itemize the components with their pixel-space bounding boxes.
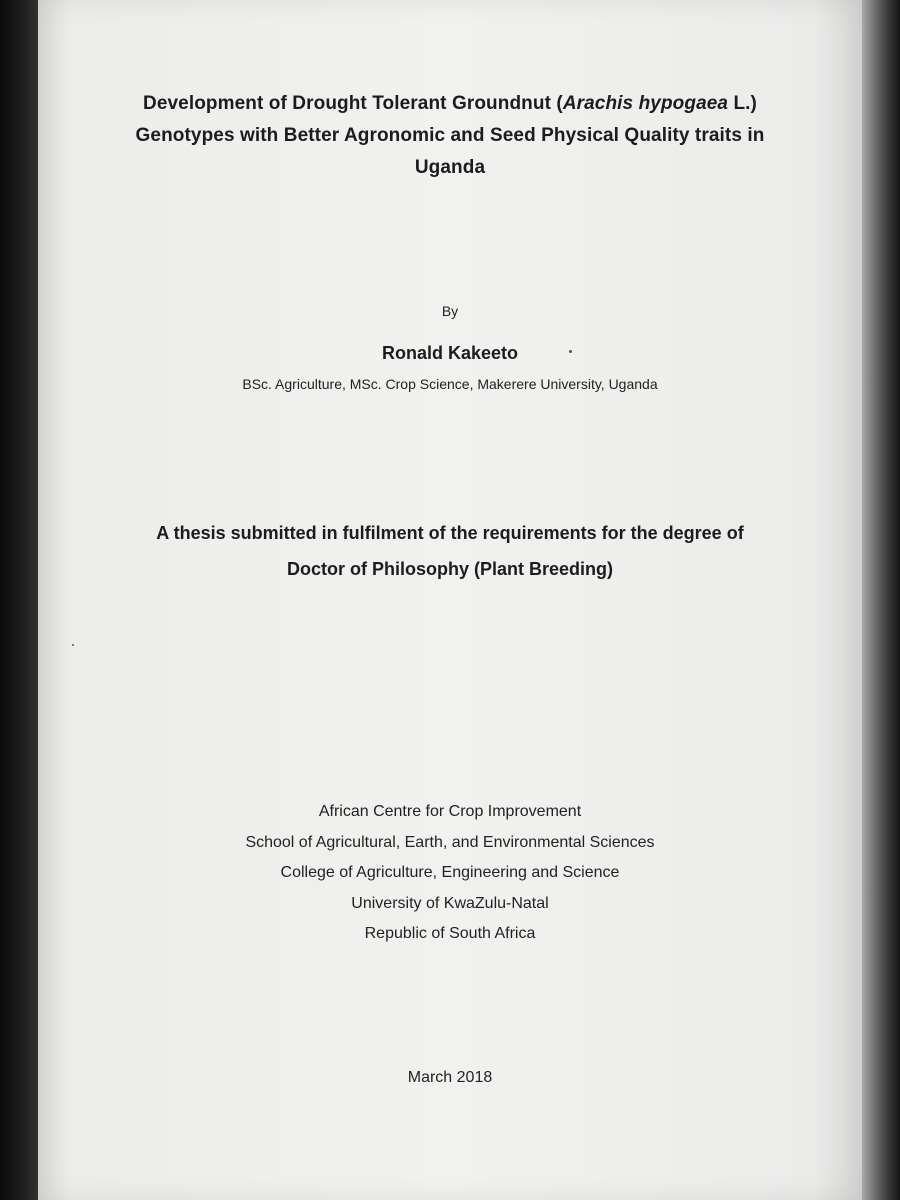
title-line-3: Uganda	[414, 157, 486, 178]
thesis-statement	[38, 515, 862, 587]
scan-right-edge	[858, 0, 900, 1200]
thesis-statement-line-2: Doctor of Philosophy (Plant Breeding)	[286, 559, 613, 579]
institution-line: African Centre for Crop Improvement	[318, 803, 582, 820]
author-qualifications: BSc. Agriculture, MSc. Crop Science, Makerere University, Uganda	[242, 376, 658, 392]
thesis-title-page	[38, 0, 862, 1200]
title-species-italic: Arachis hypogaea	[562, 93, 729, 114]
institution-line: Republic of South Africa	[364, 925, 536, 942]
author-qualifications-block	[38, 376, 862, 392]
submission-date: March 2018	[407, 1069, 493, 1086]
title-line-2: Genotypes with Better Agronomic and Seed Physical Quality traits in	[135, 125, 765, 146]
date-block	[38, 1069, 862, 1087]
title-line-1: Development of Drought Tolerant Groundnut (Arachis hypogaea L.)	[143, 93, 757, 114]
thesis-statement-line-1: A thesis submitted in fulfilment of the requirements for the degree of	[156, 523, 744, 543]
scan-speck	[569, 350, 572, 353]
thesis-title	[38, 88, 862, 184]
scan-speck	[72, 644, 74, 646]
author-block	[38, 343, 862, 364]
institution-line: University of KwaZulu-Natal	[351, 894, 549, 912]
by-label-block	[38, 303, 862, 319]
author-name: Ronald Kakeeto	[381, 343, 519, 363]
institution-block	[38, 797, 862, 950]
by-label: By	[441, 303, 459, 319]
institution-line: School of Agricultural, Earth, and Environmental Sciences	[245, 833, 655, 851]
institution-line: College of Agriculture, Engineering and Science	[280, 864, 620, 881]
